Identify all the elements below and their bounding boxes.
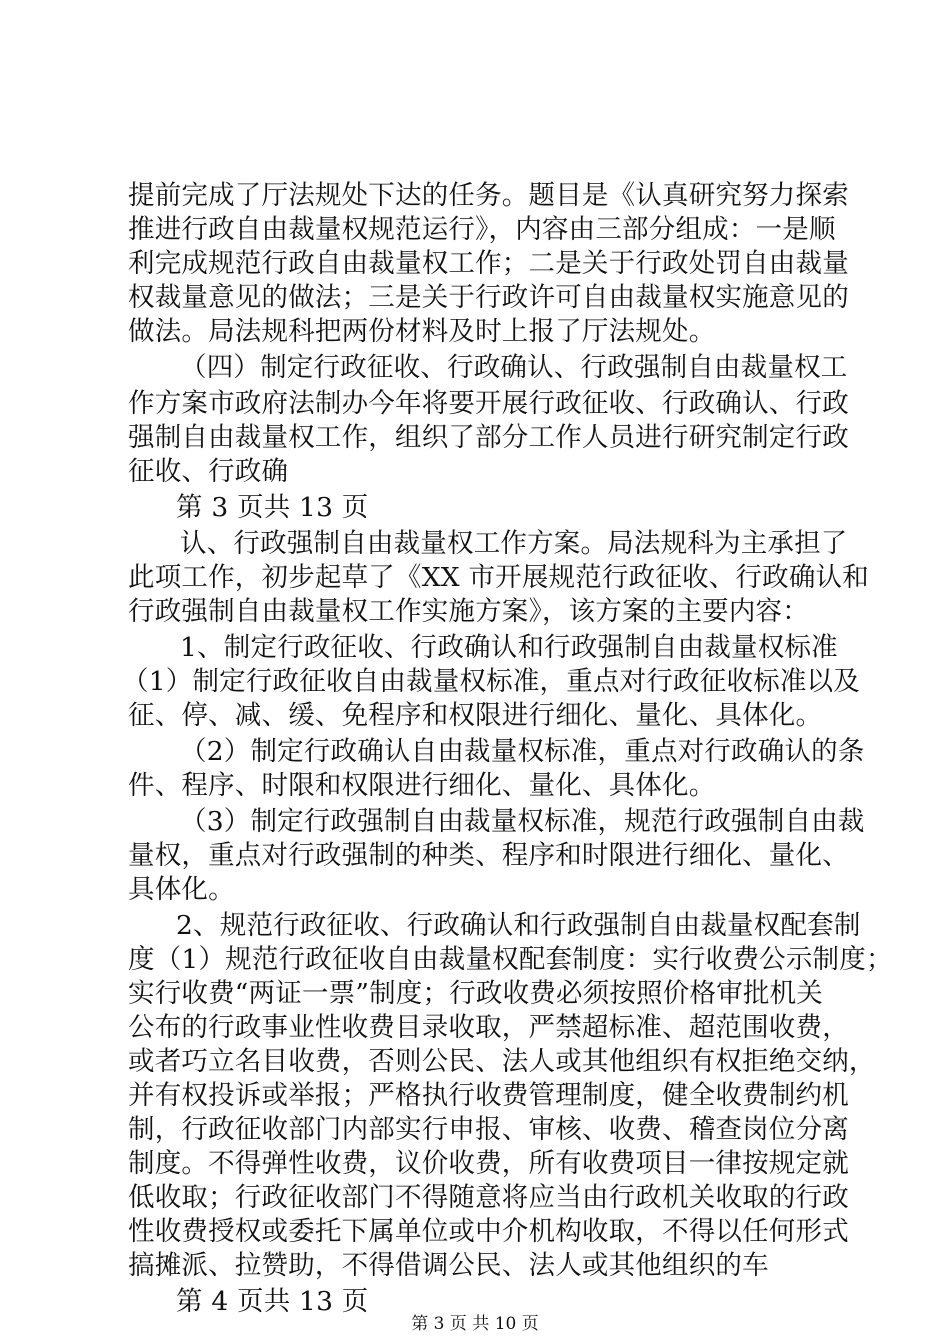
- text-line: 量权，重点对行政强制的种类、程序和时限进行细化、量化、: [128, 840, 849, 871]
- text-line: 权裁量意见的做法；三是关于行政许可自由裁量权实施意见的: [128, 282, 849, 313]
- text-line: 并有权投诉或举报；严格执行收费管理制度，健全收费制约机: [128, 1080, 849, 1111]
- text-line: 推进行政自由裁量权规范运行》，内容由三部分组成：一是顺: [128, 214, 836, 245]
- text-line: 强制自由裁量权工作，组织了部分工作人员进行研究制定行政: [128, 422, 849, 453]
- text-line: 具体化。: [128, 874, 235, 905]
- text-line: 度（1）规范行政征收自由裁量权配套制度：实行收费公示制度；: [128, 944, 893, 975]
- text-line: 性收费授权或委托下属单位或中介机构收取，不得以任何形式: [128, 1216, 849, 1247]
- text-line: 征收、行政确: [128, 456, 289, 487]
- text-line: （3）制定行政强制自由裁量权标准，规范行政强制自由裁: [180, 806, 865, 837]
- text-line: 或者巧立名目收费，否则公民、法人或其他组织有权拒绝交纳，: [128, 1046, 876, 1077]
- text-line: 公布的行政事业性收费目录收取，严禁超标准、超范围收费，: [128, 1012, 849, 1043]
- text-line: 1、制定行政征收、行政确认和行政强制自由裁量权标准: [180, 632, 838, 663]
- text-line: 件、程序、时限和权限进行细化、量化、具体化。: [128, 770, 716, 801]
- text-line: 征、停、减、缓、免程序和权限进行细化、量化、具体化。: [128, 700, 823, 731]
- text-line: 2、规范行政征收、行政确认和行政强制自由裁量权配套制: [176, 910, 861, 941]
- text-line: 行政强制自由裁量权工作实施方案》，该方案的主要内容：: [128, 596, 809, 627]
- text-line: 认、行政强制自由裁量权工作方案。局法规科为主承担了: [180, 528, 848, 559]
- text-line: （2）制定行政确认自由裁量权标准，重点对行政确认的条: [180, 736, 865, 767]
- text-line: （1）制定行政征收自由裁量权标准，重点对行政征收标准以及: [122, 666, 860, 697]
- page-marker: 第 4 页共 13 页: [176, 1286, 369, 1317]
- text-line: 此项工作，初步起草了《XX 市开展规范行政征收、行政确认和: [128, 562, 869, 593]
- text-line: 低收取；行政征收部门不得随意将应当由行政机关收取的行政: [128, 1182, 849, 1213]
- page-footer: 第 3 页 共 10 页: [411, 1314, 539, 1334]
- text-line: 制，行政征收部门内部实行申报、审核、收费、稽查岗位分离: [128, 1114, 849, 1145]
- text-line: （四）制定行政征收、行政确认、行政强制自由裁量权工: [180, 352, 848, 383]
- text-line: 做法。局法规科把两份材料及时上报了厅法规处。: [128, 316, 716, 347]
- page-marker: 第 3 页共 13 页: [176, 492, 369, 523]
- text-line: 提前完成了厅法规处下达的任务。题目是《认真研究努力探索: [128, 180, 849, 211]
- text-line: 作方案市政府法制办今年将要开展行政征收、行政确认、行政: [128, 388, 849, 419]
- text-line: 实行收费“两证一票”制度；行政收费必须按照价格审批机关: [128, 978, 823, 1009]
- text-line: 制度。不得弹性收费，议价收费，所有收费项目一律按规定就: [128, 1148, 849, 1179]
- text-line: 利完成规范行政自由裁量权工作；二是关于行政处罚自由裁量: [128, 248, 849, 279]
- text-line: 搞摊派、拉赞助，不得借调公民、法人或其他组织的车: [128, 1250, 769, 1281]
